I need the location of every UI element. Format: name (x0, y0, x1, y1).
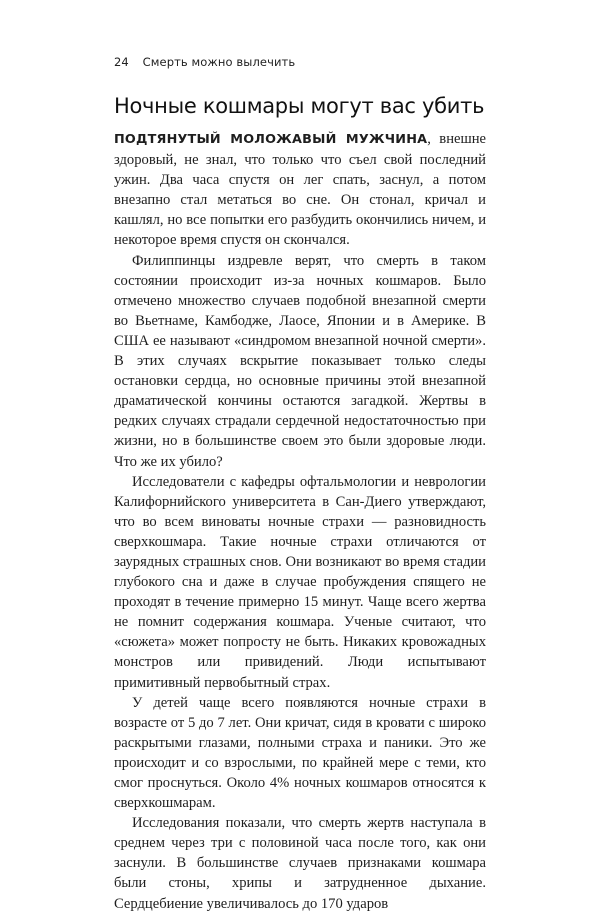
paragraph-text: , внешне здоровый, не знал, что только что съел свой последний ужин. Два часа спустя он лег спать, заснул, а потом внезапно стал метаться во сне. Он стонал, кричал и кашлял, но все попытки его разбудить окончились ничем, и некоторое время спустя он скончался. (114, 131, 486, 249)
body-text (114, 129, 486, 914)
running-header (114, 55, 295, 69)
page-number: 24 (114, 55, 129, 69)
lead-in: ПОДТЯНУТЫЙ МОЛОЖАВЫЙ МУЖЧИНА (114, 132, 428, 147)
paragraph: Филиппинцы издревле верят, что смерть в таком состоянии происходит из-за ночных кошмаров. Было отмечено множество случаев подобной внезапной смерти во Вьетнаме, Камбодже, Лаосе, Японии и в Америке. В США ее называют «синдромом внезапной ночной смерти». В этих случаях вскрытие показывает только следы остановки сердца, но основные причины этой внезапной драматической кончины остаются загадкой. Жертвы в редких случаях страдали сердечной недостаточностью при жизни, но в большинстве своем это были здоровые люди. Что же их убило? (114, 252, 486, 470)
chapter-title: Ночные кошмары могут вас убить (114, 94, 485, 118)
paragraph: Исследователи с кафедры офтальмологии и неврологии Калифорнийского университета в Сан-Диего утверждают, что во всем виноваты ночные страхи — разновидность сверхкошмара. Такие ночные страхи отличаются от заурядных страшных снов. Они возникают во время стадии глубокого сна и даже в случае пробуждения спящего не проходят в течение примерно 15 минут. Чаще всего жертва не помнит содержания кошмара. Ученые считают, что «сюжета» может попросту не быть. Никаких кровожадных монстров или привидений. Люди испытывают примитивный первобытный страх. (114, 473, 486, 691)
paragraph (114, 129, 486, 251)
paragraph: Исследования показали, что смерть жертв наступала в среднем через три с половиной часа после того, как они заснули. В большинстве случаев признаками кошмара были стоны, хрипы и затрудненное дыхание. Сердцебиение увеличивалось до 170 ударов (114, 815, 486, 912)
paragraph: У детей чаще всего появляются ночные страхи в возрасте от 5 до 7 лет. Они кричат, сидя в кровати с широко раскрытыми глазами, полными страха и паники. Это же происходит и со взрослыми, по крайней мере с теми, кто смог проснуться. Около 4% ночных кошмаров относятся к сверхкошмарам. (114, 694, 486, 812)
running-title: Смерть можно вылечить (142, 55, 296, 69)
